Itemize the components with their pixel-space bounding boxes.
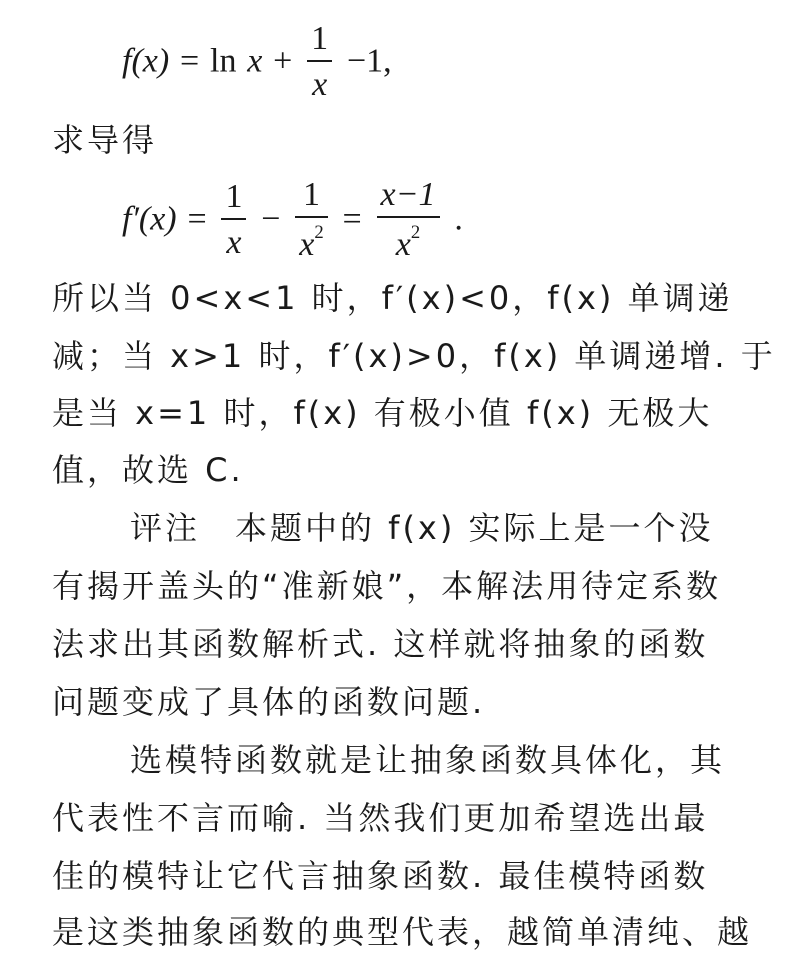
eq1-plus: + [273, 42, 293, 80]
eq1-fraction [307, 22, 332, 102]
para2-line-4: 问题变成了具体的函数问题. [52, 683, 486, 721]
eq2-period: . [454, 200, 463, 238]
eq2-fraction-3 [377, 178, 440, 262]
eq2-frac1-numerator: 1 [221, 180, 246, 220]
eq2-fraction-1 [221, 177, 246, 261]
para3-line-2: 代表性不言而喻. 当然我们更加希望选出最 [52, 799, 709, 837]
eq2-fraction-2 [295, 178, 327, 262]
eq2-frac3-numerator: x−1 [377, 178, 440, 218]
para2-line-2: 有揭开盖头的“准新娘”，本解法用待定系数 [52, 567, 722, 605]
para2-line-3: 法求出其函数解析式. 这样就将抽象的函数 [52, 625, 709, 663]
eq2-frac2-numerator: 1 [295, 178, 327, 218]
eq2-frac3-den-base: x [395, 225, 411, 263]
para1-line-1: 所以当 0<x<1 时，f′(x)<0，f(x) 单调递 [52, 279, 733, 317]
eq2-frac3-den-exponent: 2 [410, 222, 421, 243]
eq2-minus: − [261, 200, 281, 238]
eq1-frac-denominator: x [312, 66, 328, 103]
eq2-frac1-denominator: x [226, 223, 242, 261]
para1-line-4: 值，故选 C. [52, 451, 244, 489]
eq1-ln: ln [210, 42, 237, 80]
eq2-frac2-denominator [295, 218, 327, 262]
para2-line-1: 评注 本题中的 f(x) 实际上是一个没 [130, 509, 714, 547]
para3-line-3: 佳的模特让它代言抽象函数. 最佳模特函数 [52, 857, 709, 895]
eq2-equals-2: = [342, 200, 362, 238]
eq2-lhs: f′(x) [122, 200, 177, 238]
eq1-frac-numerator: 1 [307, 22, 332, 62]
eq1-lhs: f(x) [122, 42, 170, 80]
eq2-frac3-denominator [377, 218, 440, 262]
eq2-frac2-den-exponent: 2 [314, 222, 324, 243]
intro-text: 求导得 [52, 121, 158, 159]
para3-line-1: 选模特函数就是让抽象函数具体化，其 [130, 741, 726, 779]
eq2-frac2-den-base: x [299, 225, 315, 263]
para3-line-4: 是这类抽象函数的典型代表，越简单清纯、越 [52, 913, 753, 951]
eq1-x: x [247, 42, 263, 80]
equation-1 [122, 22, 392, 102]
eq1-minus-one: −1, [346, 42, 392, 80]
eq2-equals: = [187, 200, 207, 238]
equation-2 [122, 178, 463, 262]
para1-line-2: 减；当 x>1 时，f′(x)>0，f(x) 单调递增. 于 [52, 337, 776, 375]
para1-line-3: 是当 x=1 时，f(x) 有极小值 f(x) 无极大 [52, 394, 713, 432]
eq1-equals: = [180, 42, 200, 80]
